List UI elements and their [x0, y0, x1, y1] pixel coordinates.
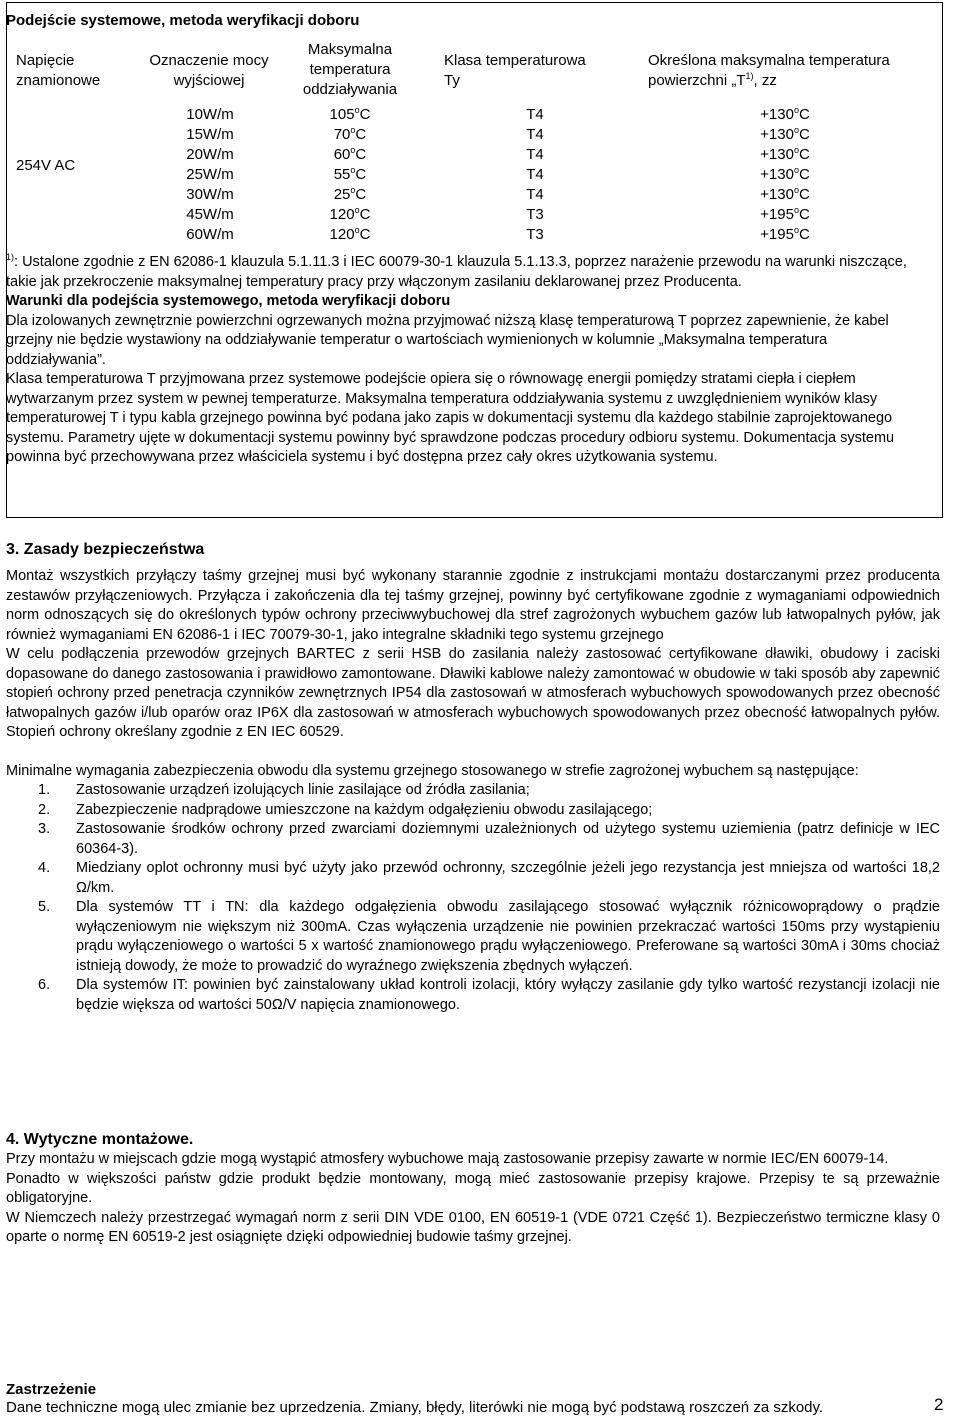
surface-temp-label: powierzchni „T [648, 72, 746, 89]
section-3-paragraph-2: W celu podłączenia przewodów grzejnych BARTEC z serii HSB do zasilania należy zastosować certyfikowane dławiki, obudowy i zaciski dopasowane do danego zastosowania i prawidłowo zamontowane. Dławiki kablowe należy zamontować w obudowie w taki sposób aby zapewnić stopień ochrony przed penetracja czynników zewnętrznych IP54 dla zastosowań w atmosferach wybuchowych spowodowanych przez obecność łatwopalnych gazów i/lub oparów oraz IP6X dla zastosowań w atmosferach wybuchowych spowodowanych przez obecność łatwopalnych pyłów. Stopień ochrony określany zgodnie z EN IEC 60529. [6, 646, 940, 740]
degree-mark: o [354, 225, 360, 235]
degree-mark: o [793, 165, 799, 175]
temp-number: +130 [760, 186, 794, 203]
section-4-paragraph-3: W Niemczech należy przestrzegać wymagań norm z serii DIN VDE 0100, EN 60519-1 (VDE 0721 Część 1). Bezpieczeństwo termiczne klasy 0 oparte o normę EN 60519-2 jest osiągnięte dzięki odpowiedniej budowie taśmy grzejnej. [6, 1209, 940, 1245]
temp-unit: C [798, 106, 810, 123]
class-cell: T4 [526, 146, 544, 163]
max-temp-cell [300, 225, 400, 245]
requirements-list [6, 781, 940, 1015]
class-cell: T4 [526, 126, 544, 143]
degree-mark: o [793, 225, 799, 235]
temp-number: 120 [329, 206, 355, 223]
header-voltage [16, 51, 126, 91]
list-item [6, 801, 940, 821]
list-item-text: Miedziany oplot ochronny musi być użyty jako przewód ochronny, szczególnie jeżeli jego rezystancja jest mniejsza od wartości 18,2 Ω/km. [76, 860, 940, 896]
header-voltage-line-1: Napięcie [16, 52, 75, 69]
header-surface-temp-line-1: Określona maksymalna temperatura [648, 52, 890, 69]
footnote-ref: 1) [745, 71, 754, 81]
class-column [495, 105, 575, 245]
section-4-title: 4. Wytyczne montażowe. [6, 1131, 194, 1148]
temp-unit: C [798, 126, 810, 143]
power-cell: 20W/m [186, 146, 234, 163]
temp-unit: C [359, 206, 371, 223]
table-title: Podejście systemowe, metoda weryfikacji doboru [6, 12, 360, 29]
list-item [6, 781, 940, 801]
surface-temp-cell [735, 125, 835, 145]
power-cell: 15W/m [186, 126, 234, 143]
header-surface-temp [648, 51, 938, 91]
temp-unit: C [355, 146, 367, 163]
list-item [6, 859, 940, 898]
surface-temp-cell [735, 205, 835, 225]
max-temp-cell [300, 165, 400, 185]
page-number: 2 [934, 1395, 944, 1414]
header-temp-class [444, 51, 614, 91]
degree-mark: o [793, 125, 799, 135]
section-3-paragraph-1: Montaż wszystkich przyłączy taśmy grzejnej musi być wykonany starannie zgodnie z instrukcjami montażu dostarczanymi przez producenta zestawów przyłączeniowych. Przyłącza i zakończenia dla tej taśmy grzejnej, powinny być certyfikowane zgodnie z wymaganiami odpowiednich norm odnoszących się do określonych typów ochrony przeciwwybuchowej dla stref zagrożonych wybuchem gazów lub łatwopalnych pyłów, jak również wymaganiami EN 62086-1 i IEC 70079-30-1, jako integralne składniki tego systemu grzejnego [6, 568, 940, 643]
header-power [134, 51, 284, 91]
header-max-temp-line-1: Maksymalna [307, 41, 393, 58]
max-temp-column [300, 105, 400, 245]
header-power-line-2: wyjściowej [173, 72, 245, 89]
conditions-paragraph-2: Klasa temperaturowa T przyjmowana przez systemowe podejście opiera się o równowagę energii pomiędzy stratami ciepła i ciepłem wytwarzanym przez system w pewnej temperaturze. Maksymalna temperatura oddziaływania systemu z uwzględnieniem wyników klasy temperaturowej T i typu kabla grzejnego powinna być podana jako zapis w dokumentacji systemu dla każdego stabilnie zaprojektowanego systemu. Parametry ujęte w dokumentacji systemu powinny być sprawdzone podczas procedury odbioru systemu. Dokumentacja systemu powinna być przechowywana przez właściciela systemu i być dostępna przez cały okres użytkowania systemu. [6, 371, 895, 465]
disclaimer-title: Zastrzeżenie [6, 1381, 97, 1398]
degree-mark: o [793, 205, 799, 215]
surface-temp-cell [735, 225, 835, 245]
footnote [6, 253, 930, 292]
power-cell: 25W/m [186, 166, 234, 183]
header-temp-class-line-2: Ty [444, 72, 460, 89]
power-column [150, 105, 270, 245]
list-item-text: Zabezpieczenie nadprądowe umieszczone na każdym odgałęzieniu obwodu zasilającego; [76, 801, 653, 818]
temp-unit: C [359, 106, 371, 123]
max-temp-cell [300, 185, 400, 205]
degree-mark: o [793, 105, 799, 115]
list-item-number: 3. [38, 821, 51, 837]
list-item-number: 2. [38, 801, 51, 818]
section-3-paragraph-3: Minimalne wymagania zabezpieczenia obwodu dla systemu grzejnego stosowanego w strefie zagrożonej wybuchem są następujące: [6, 762, 859, 779]
degree-mark: o [793, 185, 799, 195]
temp-number: 55 [333, 166, 351, 183]
surface-temp-cell [735, 145, 835, 165]
voltage-value: 254V AC [16, 157, 76, 174]
temp-unit: C [798, 186, 810, 203]
temp-unit: C [355, 186, 367, 203]
list-item-number: 6. [38, 977, 51, 993]
temp-number: 25 [333, 186, 351, 203]
list-item-number: 4. [38, 860, 51, 876]
degree-mark: o [350, 185, 356, 195]
list-item-number: 1. [38, 782, 51, 798]
class-cell: T4 [526, 106, 544, 123]
temp-number: +130 [760, 106, 794, 123]
section-4 [6, 1130, 940, 1248]
degree-mark: o [350, 165, 356, 175]
class-cell: T3 [526, 206, 544, 223]
temp-unit: C [798, 206, 810, 223]
header-surface-temp-line-2 [648, 71, 938, 91]
temp-unit: C [355, 166, 367, 183]
list-item-text: Zastosowanie środków ochrony przed zwarciami doziemnymi uzależnionych od użytego systemu uziemienia (patrz definicje w IEC 60364-3). [76, 821, 940, 857]
degree-mark: o [354, 205, 360, 215]
class-cell: T4 [526, 186, 544, 203]
list-item-text: Dla systemów TT i TN: dla każdego odgałęzienia obwodu zasilającego stosować wyłącznik różnicowoprądowy o prądzie wyłączeniowym nie większym niż 300mA. Czas wyłączenia urządzenie nie powinien przekraczać wartości 150ms przy wystąpieniu prądu wyłączeniowego o wartości 5 x wartość znamionowego prądu wyłączeniowego. Preferowane są wartości 30mA i 30ms chociaż istnieją dowody, że może to prowadzić do wyraźnego zwiększenia zbędnych wyłączeń. [76, 899, 940, 974]
list-item-number: 5. [38, 899, 51, 915]
max-temp-cell [300, 145, 400, 165]
degree-mark: o [793, 145, 799, 155]
temp-number: 105 [329, 106, 355, 123]
temp-number: +130 [760, 126, 794, 143]
surface-temp-cell [735, 105, 835, 125]
conditions-paragraph-1: Dla izolowanych zewnętrznie powierzchni ogrzewanych można przyjmować niższą klasę temperaturową T poprzez zapewnienie, że kabel grzejny nie będzie wystawiony na oddziaływanie temperatur o wartościach wymienionych w kolumnie „Maksymalna temperatura oddziaływania”. [6, 312, 889, 368]
section-3-title: 3. Zasady bezpieczeństwa [6, 541, 205, 558]
temp-number: 120 [329, 226, 355, 243]
temp-number: +195 [760, 226, 794, 243]
section-4-paragraph-1: Przy montażu w miejscach gdzie mogą wystąpić atmosfery wybuchowe mają zastosowanie przepisy zawarte w normie IEC/EN 60079-14. [6, 1151, 889, 1167]
header-max-temp-line-2: temperatura [309, 61, 391, 78]
disclaimer-text: Dane techniczne mogą ulec zmianie bez uprzedzenia. Zmiany, błędy, literówki nie mogą być podstawą roszczeń za szkody. [6, 1399, 824, 1416]
temp-unit: C [798, 226, 810, 243]
footnote-mark: 1) [6, 252, 15, 262]
conditions-title: Warunki dla podejścia systemowego, metoda weryfikacji doboru [6, 293, 451, 309]
section-3 [6, 540, 940, 1015]
max-temp-cell [300, 205, 400, 225]
section-4-paragraph-2: Ponadto w większości państw gdzie produkt będzie montowany, mogą mieć zastosowanie przepisy krajowe. Przepisy te są przeważnie obligatoryjne. [6, 1170, 940, 1206]
list-item-text: Dla systemów IT: powinien być zainstalowany układ kontroli izolacji, który wyłączy zasilanie gdy tylko wartość rezystancji izolacji nie będzie większa od wartości 50Ω/V napięcia znamionowego. [76, 977, 940, 1013]
surface-temp-cell [735, 165, 835, 185]
list-item [6, 976, 940, 1015]
list-item [6, 898, 940, 976]
temp-unit: C [355, 126, 367, 143]
temp-unit: C [798, 166, 810, 183]
degree-mark: o [350, 125, 356, 135]
footnote-text: : Ustalone zgodnie z EN 62086-1 klauzula 5.1.11.3 i IEC 60079-30-1 klauzula 5.1.13.3, poprzez narażenie przewodu na warunki niszczące, takie jak przekroczenie maksymalnej temperatury pracy przy włączonym zasilaniu deklarowanej przez Producenta. [6, 254, 907, 290]
class-cell: T4 [526, 166, 544, 183]
degree-mark: o [354, 105, 360, 115]
max-temp-cell [300, 105, 400, 125]
temp-unit: C [359, 226, 371, 243]
header-max-temp [290, 40, 410, 100]
list-item-text: Zastosowanie urządzeń izolujących linie zasilające od źródła zasilania; [76, 782, 530, 798]
table-notes [6, 253, 930, 468]
max-temp-cell [300, 125, 400, 145]
header-max-temp-line-3: oddziaływania [302, 81, 398, 98]
header-power-line-1: Oznaczenie mocy [149, 52, 269, 69]
temp-number: +195 [760, 206, 794, 223]
power-cell: 45W/m [186, 206, 234, 223]
list-item [6, 820, 940, 859]
surface-temp-suffix: , zz [753, 72, 777, 89]
header-temp-class-line-1: Klasa temperaturowa [444, 52, 586, 69]
temp-unit: C [798, 146, 810, 163]
header-voltage-line-2: znamionowe [16, 72, 101, 89]
power-cell: 60W/m [186, 226, 234, 243]
surface-temp-cell [735, 185, 835, 205]
power-cell: 10W/m [186, 106, 234, 123]
surface-temp-column [735, 105, 835, 245]
temp-number: 60 [333, 146, 351, 163]
temp-number: +130 [760, 146, 794, 163]
class-cell: T3 [526, 226, 544, 243]
power-cell: 30W/m [186, 186, 234, 203]
degree-mark: o [350, 145, 356, 155]
temp-number: 70 [333, 126, 351, 143]
temp-number: +130 [760, 166, 794, 183]
